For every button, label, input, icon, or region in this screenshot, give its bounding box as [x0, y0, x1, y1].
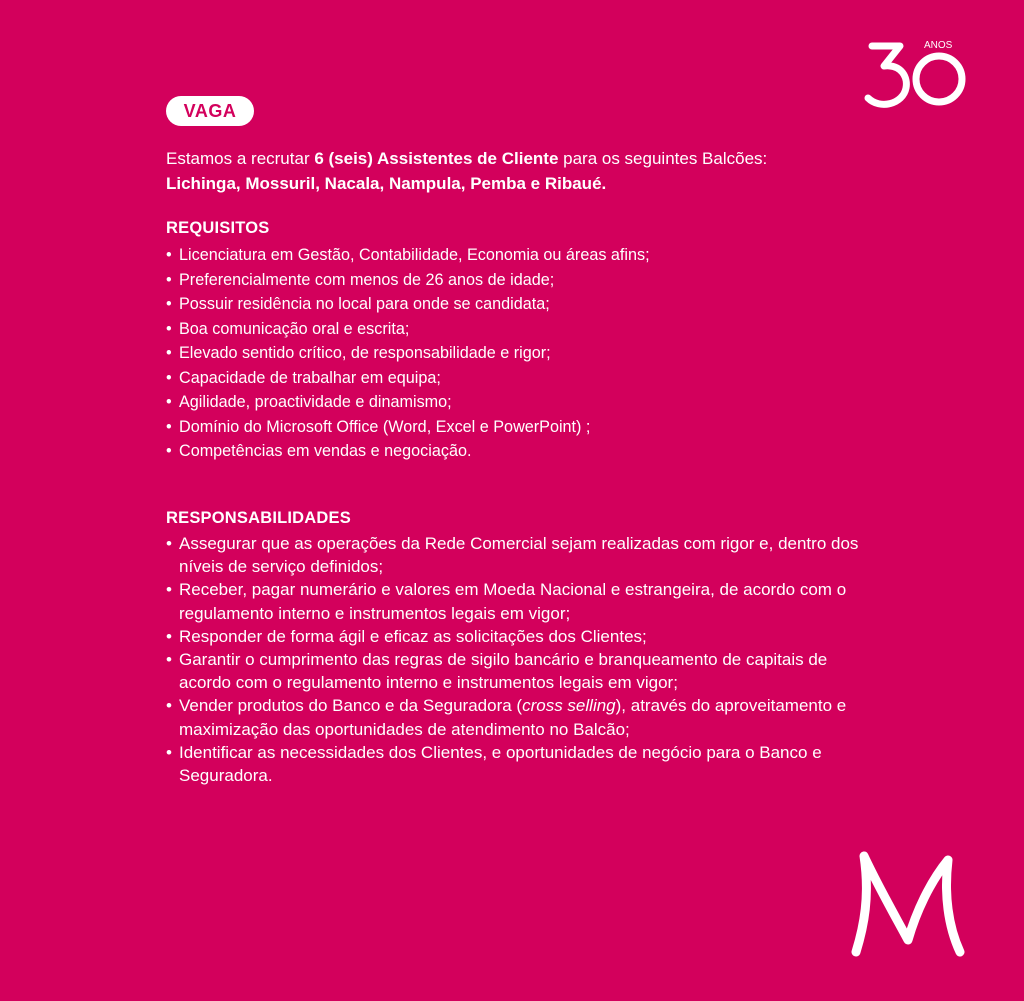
intro-branches: Lichinga, Mossuril, Nacala, Nampula, Pemba e Ribaué.	[166, 174, 607, 193]
responsabilidades-title: RESPONSABILIDADES	[166, 509, 351, 527]
list-item: • Capacidade de trabalhar em equipa;	[166, 366, 826, 391]
responsabilidades-list	[166, 532, 866, 787]
list-item: • Licenciatura em Gestão, Contabilidade, Economia ou áreas afins;	[166, 243, 826, 268]
requisitos-list	[166, 243, 826, 464]
list-item: • Vender produtos do Banco e da Seguradora (cross selling), através do aproveitamento e maximização das oportunidades de atendimento no Balcão;	[166, 694, 866, 740]
list-item: • Preferencialmente com menos de 26 anos de idade;	[166, 268, 826, 293]
list-item: • Domínio do Microsoft Office (Word, Excel e PowerPoint) ;	[166, 415, 826, 440]
list-item: • Possuir residência no local para onde se candidata;	[166, 292, 826, 317]
list-item: • Garantir o cumprimento das regras de sigilo bancário e branqueamento de capitais de acordo com o regulamento interno e instrumentos legais em vigor;	[166, 648, 866, 694]
list-item: • Identificar as necessidades dos Clientes, e oportunidades de negócio para o Banco e Seguradora.	[166, 741, 866, 787]
vaga-badge: VAGA	[166, 96, 254, 126]
anniversary-number: 30	[862, 28, 864, 29]
list-item: • Competências em vendas e negociação.	[166, 439, 826, 464]
intro-text: Estamos a recrutar 6 (seis) Assistentes de Cliente para os seguintes Balcões: Lichinga, Mossuril, Nacala, Nampula, Pemba e Ribaué.	[166, 149, 768, 193]
list-item: • Responder de forma ágil e eficaz as solicitações dos Clientes;	[166, 625, 866, 648]
cross-selling-term: cross selling	[522, 696, 616, 716]
intro-role: 6 (seis) Assistentes de Cliente	[314, 149, 559, 168]
anos-text: ANOS	[924, 40, 953, 51]
list-item: • Elevado sentido crítico, de responsabilidade e rigor;	[166, 341, 826, 366]
list-item: • Boa comunicação oral e escrita;	[166, 317, 826, 342]
list-item: • Agilidade, proactividade e dinamismo;	[166, 390, 826, 415]
list-item: • Receber, pagar numerário e valores em Moeda Nacional e estrangeira, de acordo com o regulamento interno e instrumentos legais em vigor;	[166, 578, 866, 624]
list-item: • Assegurar que as operações da Rede Comercial sejam realizadas com rigor e, dentro dos níveis de serviço definidos;	[166, 532, 866, 578]
requisitos-title: REQUISITOS	[166, 219, 270, 237]
m-logo-icon	[850, 848, 966, 958]
30-anos-logo	[862, 28, 972, 112]
